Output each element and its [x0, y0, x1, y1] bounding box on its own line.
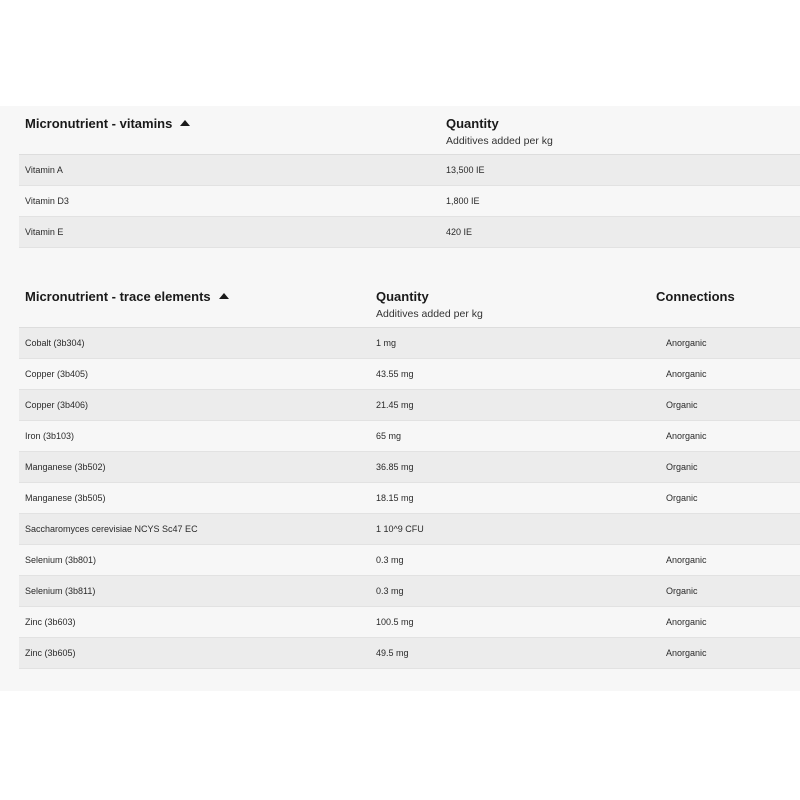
element-name-cell: Copper (3b406)	[25, 400, 89, 410]
table-row	[19, 483, 800, 514]
element-quantity-cell: 100.5 mg	[376, 617, 414, 627]
table-row	[19, 607, 800, 638]
element-name-cell: Zinc (3b605)	[25, 648, 76, 658]
trace-quantity-column-title: Quantity	[376, 289, 429, 304]
table-row	[19, 576, 800, 607]
element-connection-cell: Organic	[666, 586, 698, 596]
vitamin-quantity-cell: 420 IE	[446, 227, 473, 237]
trace-quantity-column-subtitle: Additives added per kg	[376, 308, 483, 320]
vitamin-name-cell: Vitamin A	[25, 165, 63, 175]
element-connection-cell: Organic	[666, 400, 698, 410]
element-connection-cell: Organic	[666, 462, 698, 472]
trace-connections-column-title: Connections	[656, 289, 735, 304]
vitamins-name-column-title: Micronutrient - vitamins	[25, 116, 173, 131]
vitamin-name-cell: Vitamin D3	[25, 196, 69, 206]
element-quantity-cell: 18.15 mg	[376, 493, 414, 503]
element-name-cell: Manganese (3b505)	[25, 493, 106, 503]
vitamins-table-header	[0, 106, 800, 154]
element-name-cell: Copper (3b405)	[25, 369, 89, 379]
vitamins-quantity-column-title: Quantity	[446, 116, 499, 131]
element-name-cell: Zinc (3b603)	[25, 617, 76, 627]
table-row	[19, 217, 800, 248]
sort-ascending-icon[interactable]	[219, 293, 229, 299]
vitamins-quantity-column-header	[446, 116, 553, 147]
vitamin-quantity-cell: 1,800 IE	[446, 196, 480, 206]
trace-name-column-header[interactable]	[25, 289, 229, 304]
element-connection-cell: Anorganic	[666, 431, 707, 441]
table-row	[19, 390, 800, 421]
element-connection-cell: Anorganic	[666, 555, 707, 565]
element-quantity-cell: 0.3 mg	[376, 586, 404, 596]
element-quantity-cell: 0.3 mg	[376, 555, 404, 565]
table-row	[19, 328, 800, 359]
table-row	[19, 421, 800, 452]
vitamins-quantity-column-subtitle: Additives added per kg	[446, 135, 553, 147]
sort-ascending-icon[interactable]	[180, 120, 190, 126]
table-row	[19, 514, 800, 545]
trace-connections-column-header	[656, 289, 735, 304]
nutrition-panel	[0, 106, 800, 691]
element-name-cell: Selenium (3b811)	[25, 586, 96, 596]
table-row	[19, 638, 800, 669]
table-row	[19, 186, 800, 217]
vitamins-table-body	[19, 154, 800, 248]
trace-quantity-column-header	[376, 289, 483, 320]
element-name-cell: Manganese (3b502)	[25, 462, 106, 472]
element-connection-cell: Anorganic	[666, 338, 707, 348]
element-name-cell: Iron (3b103)	[25, 431, 75, 441]
element-connection-cell: Anorganic	[666, 648, 707, 658]
vitamin-name-cell: Vitamin E	[25, 227, 64, 237]
element-name-cell: Saccharomyces cerevisiae NCYS Sc47 EC	[25, 524, 198, 534]
table-row	[19, 155, 800, 186]
element-name-cell: Cobalt (3b304)	[25, 338, 85, 348]
trace-table-body	[19, 327, 800, 669]
vitamin-quantity-cell: 13,500 IE	[446, 165, 485, 175]
trace-name-column-title: Micronutrient - trace elements	[25, 289, 211, 304]
element-quantity-cell: 1 mg	[376, 338, 397, 348]
element-quantity-cell: 36.85 mg	[376, 462, 414, 472]
element-quantity-cell: 21.45 mg	[376, 400, 414, 410]
element-quantity-cell: 1 10^9 CFU	[376, 524, 424, 534]
vitamins-table	[0, 106, 800, 237]
trace-table-header	[0, 279, 800, 327]
element-quantity-cell: 43.55 mg	[376, 369, 414, 379]
table-row	[19, 359, 800, 390]
vitamins-name-column-header[interactable]	[25, 116, 190, 131]
element-quantity-cell: 65 mg	[376, 431, 402, 441]
element-name-cell: Selenium (3b801)	[25, 555, 97, 565]
table-row	[19, 545, 800, 576]
element-connection-cell: Organic	[666, 493, 698, 503]
element-connection-cell: Anorganic	[666, 617, 707, 627]
element-quantity-cell: 49.5 mg	[376, 648, 409, 658]
element-connection-cell: Anorganic	[666, 369, 707, 379]
trace-elements-table	[0, 279, 800, 658]
table-row	[19, 452, 800, 483]
